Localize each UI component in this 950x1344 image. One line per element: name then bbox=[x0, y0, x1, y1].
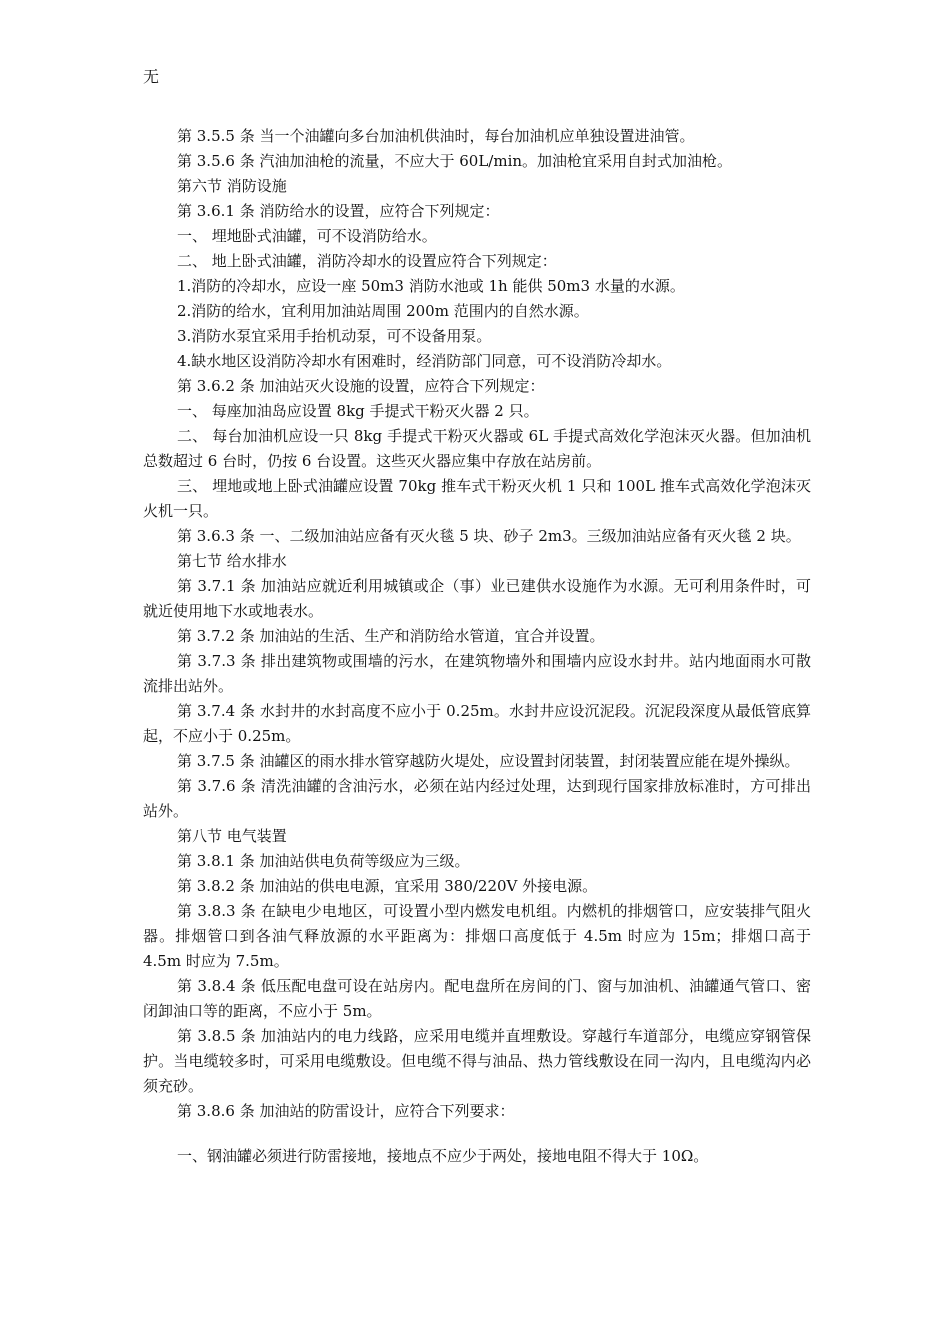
paragraph: 2.消防的给水，宜利用加油站周围 200m 范围内的自然水源。 bbox=[177, 302, 589, 320]
paragraph: 三、 埋地或地上卧式油罐应设置 70kg 推车式干粉灭火机 1 只和 100L 推车式高效化学泡沫灭火机一只。 bbox=[143, 477, 811, 520]
section-heading: 第八节 电气装置 bbox=[177, 827, 287, 845]
paragraph: 一、 埋地卧式油罐，可不设消防给水。 bbox=[177, 227, 437, 245]
paragraph: 第 3.5.5 条 当一个油罐向多台加油机供油时，每台加油机应单独设置进油管。 bbox=[177, 127, 695, 145]
paragraph: 第 3.6.2 条 加油站灭火设施的设置，应符合下列规定： bbox=[177, 377, 545, 395]
paragraph: 第 3.7.3 条 排出建筑物或围墙的污水，在建筑物墙外和围墙内应设水封井。站内地面雨水可散流排出站外。 bbox=[143, 652, 811, 695]
paragraph: 3.消防水泵宜采用手抬机动泵，可不设备用泵。 bbox=[177, 327, 492, 345]
document-body bbox=[143, 124, 811, 1169]
paragraph: 第 3.7.1 条 加油站应就近利用城镇或企（事）业已建供水设施作为水源。无可利用条件时，可就近使用地下水或地表水。 bbox=[143, 577, 811, 620]
page-header: 无 bbox=[143, 67, 160, 86]
section-heading: 第七节 给水排水 bbox=[177, 552, 287, 570]
paragraph: 二、 每台加油机应设一只 8kg 手提式干粉灭火器或 6L 手提式高效化学泡沫灭火器。但加油机总数超过 6 台时，仍按 6 台设置。这些灭火器应集中存放在站房前。 bbox=[143, 427, 811, 470]
paragraph: 1.消防的冷却水，应设一座 50m3 消防水池或 1h 能供 50m3 水量的水源。 bbox=[177, 277, 685, 295]
paragraph: 第 3.7.6 条 清洗油罐的含油污水，必须在站内经过处理，达到现行国家排放标准时，方可排出站外。 bbox=[143, 777, 811, 820]
paragraph: 第 3.8.1 条 加油站供电负荷等级应为三级。 bbox=[177, 852, 470, 870]
paragraph: 第 3.8.6 条 加油站的防雷设计，应符合下列要求： bbox=[177, 1102, 515, 1120]
paragraph: 第 3.6.1 条 消防给水的设置，应符合下列规定： bbox=[177, 202, 500, 220]
paragraph: 第 3.8.4 条 低压配电盘可设在站房内。配电盘所在房间的门、窗与加油机、油罐通气管口、密闭卸油口等的距离，不应小于 5m。 bbox=[143, 977, 811, 1020]
spacer bbox=[143, 1124, 811, 1144]
section-heading: 第六节 消防设施 bbox=[177, 177, 287, 195]
paragraph: 二、 地上卧式油罐，消防冷却水的设置应符合下列规定： bbox=[177, 252, 557, 270]
paragraph: 4.缺水地区设消防冷却水有困难时，经消防部门同意，可不设消防冷却水。 bbox=[177, 352, 672, 370]
paragraph: 第 3.8.5 条 加油站内的电力线路，应采用电缆并直埋敷设。穿越行车道部分，电缆应穿钢管保护。当电缆较多时，可采用电缆敷设。但电缆不得与油品、热力管线敷设在同一沟内，且电缆沟内必须充砂。 bbox=[143, 1027, 811, 1095]
paragraph: 第 3.8.3 条 在缺电少电地区，可设置小型内燃发电机组。内燃机的排烟管口，应安装排气阻火器。排烟管口到各油气释放源的水平距离为：排烟口高度低于 4.5m 时应为 15m；排烟口高于 4.5m 时应为 7.5m。 bbox=[143, 902, 811, 970]
paragraph: 一、钢油罐必须进行防雷接地，接地点不应少于两处，接地电阻不得大于 10Ω。 bbox=[177, 1147, 709, 1165]
paragraph: 第 3.8.2 条 加油站的供电电源，宜采用 380/220V 外接电源。 bbox=[177, 877, 598, 895]
paragraph: 第 3.7.2 条 加油站的生活、生产和消防给水管道，宜合并设置。 bbox=[177, 627, 605, 645]
paragraph: 第 3.6.3 条 一、二级加油站应备有灭火毯 5 块、砂子 2m3。三级加油站应备有灭火毯 2 块。 bbox=[177, 527, 801, 545]
paragraph: 第 3.5.6 条 汽油加油枪的流量，不应大于 60L/min。加油枪宜采用自封式加油枪。 bbox=[177, 152, 733, 170]
paragraph: 第 3.7.5 条 油罐区的雨水排水管穿越防火堤处，应设置封闭装置，封闭装置应能在堤外操纵。 bbox=[177, 752, 800, 770]
paragraph: 一、 每座加油岛应设置 8kg 手提式干粉灭火器 2 只。 bbox=[177, 402, 539, 420]
paragraph: 第 3.7.4 条 水封井的水封高度不应小于 0.25m。水封井应设沉泥段。沉泥段深度从最低管底算起，不应小于 0.25m。 bbox=[143, 702, 811, 745]
